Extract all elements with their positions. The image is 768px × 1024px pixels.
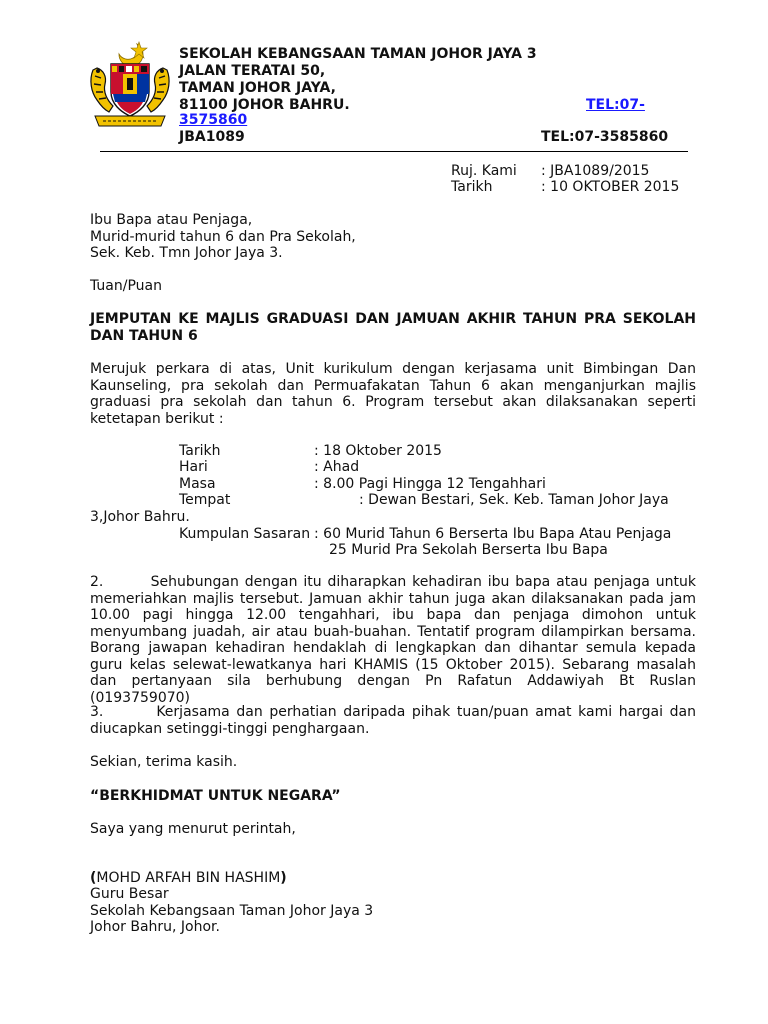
detail-tarikh-value: : 18 Oktober 2015 <box>314 443 442 459</box>
detail-tempat-wrap: 3,Johor Bahru. <box>90 509 190 525</box>
yours-faithfully: Saya yang menurut perintah, <box>90 821 296 837</box>
tel-number-2: TEL:07-3585860 <box>541 129 669 145</box>
detail-sasaran-label: Kumpulan Sasaran <box>179 526 311 542</box>
tel-link-part-1[interactable]: TEL:07- <box>586 97 645 113</box>
close-paren: ) <box>280 870 287 886</box>
signatory-title: Guru Besar <box>90 886 169 902</box>
intro-paragraph: Merujuk perkara di atas, Unit kurikulum dengan kerjasama unit Bimbingan Dan Kaunseling, pra sekolah dan Permuafakatan Tahun 6 akan menganjurkan majlis graduasi pra sekolah dan tahun 6. Program tersebut akan dilaksanakan seperti ketetapan berikut : <box>90 361 696 427</box>
signatory-place: Johor Bahru, Johor. <box>90 919 220 935</box>
tarikh-value: : 10 OKTOBER 2015 <box>541 179 680 195</box>
signatory-school: Sekolah Kebangsaan Taman Johor Jaya 3 <box>90 903 374 919</box>
detail-hari-label: Hari <box>179 459 208 475</box>
recipient-line-1: Ibu Bapa atau Penjaga, <box>90 212 253 228</box>
salutation: Tuan/Puan <box>90 278 162 294</box>
open-paren: ( <box>90 870 97 886</box>
header-divider <box>100 151 688 152</box>
ruj-label: Ruj. Kami <box>451 163 517 179</box>
address-line-2: TAMAN JOHOR JAYA, <box>179 80 336 96</box>
detail-masa-value: : 8.00 Pagi Hingga 12 Tengahhari <box>314 476 546 492</box>
coat-of-arms-icon <box>87 40 173 130</box>
tarikh-label: Tarikh <box>451 179 493 195</box>
tel-link-part-2[interactable]: 3575860 <box>179 112 248 128</box>
address-line-3: 81100 JOHOR BAHRU. <box>179 97 350 113</box>
detail-tempat-value: : Dewan Bestari, Sek. Keb. Taman Johor Jaya <box>359 492 669 508</box>
recipient-line-2: Murid-murid tahun 6 dan Pra Sekolah, <box>90 229 356 245</box>
motto: “BERKHIDMAT UNTUK NEGARA” <box>90 788 341 804</box>
recipient-line-3: Sek. Keb. Tmn Johor Jaya 3. <box>90 245 283 261</box>
address-line-1: JALAN TERATAI 50, <box>179 63 326 79</box>
subject-heading: JEMPUTAN KE MAJLIS GRADUASI DAN JAMUAN AKHIR TAHUN PRA SEKOLAH DAN TAHUN 6 <box>90 311 696 344</box>
detail-masa-label: Masa <box>179 476 216 492</box>
paragraph-3: 3. Kerjasama dan perhatian daripada pihak tuan/puan amat kami hargai dan diucapkan setinggi-tinggi penghargaan. <box>90 704 701 737</box>
signatory-name: MOHD ARFAH BIN HASHIM <box>96 870 281 886</box>
detail-sasaran-value-2: 25 Murid Pra Sekolah Berserta Ibu Bapa <box>329 542 608 558</box>
school-name: SEKOLAH KEBANGSAAN TAMAN JOHOR JAYA 3 <box>179 46 537 62</box>
detail-tempat-label: Tempat <box>179 492 231 508</box>
school-code: JBA1089 <box>179 129 245 145</box>
paragraph-2: 2. Sehubungan dengan itu diharapkan kehadiran ibu bapa atau penjaga untuk memeriahkan majlis tersebut. Jamuan akhir tahun juga akan dilaksanakan pada jam 10.00 pagi hingga 12.00 tengahhari, ibu bapa dan penjaga dimohon untuk menyumbang juadah, air atau buah-buahan. Tentatif program dilampirkan bersama. Borang jawapan kehadiran hendaklah di lengkapkan dan dihantar semula kepada guru kelas selewat-lewatkanya hari KHAMIS (15 Oktober 2015). Sebarang masalah dan pertanyaan sila berhubung dengan Pn Rafatun Addawiyah Bt Ruslan (0193759070) <box>90 574 701 706</box>
closing: Sekian, terima kasih. <box>90 754 238 770</box>
detail-tarikh-label: Tarikh <box>179 443 221 459</box>
detail-sasaran-value-1: : 60 Murid Tahun 6 Berserta Ibu Bapa Atau Penjaga <box>314 526 672 542</box>
detail-hari-value: : Ahad <box>314 459 360 475</box>
ruj-value: : JBA1089/2015 <box>541 163 650 179</box>
signatory-name-line <box>90 870 287 886</box>
